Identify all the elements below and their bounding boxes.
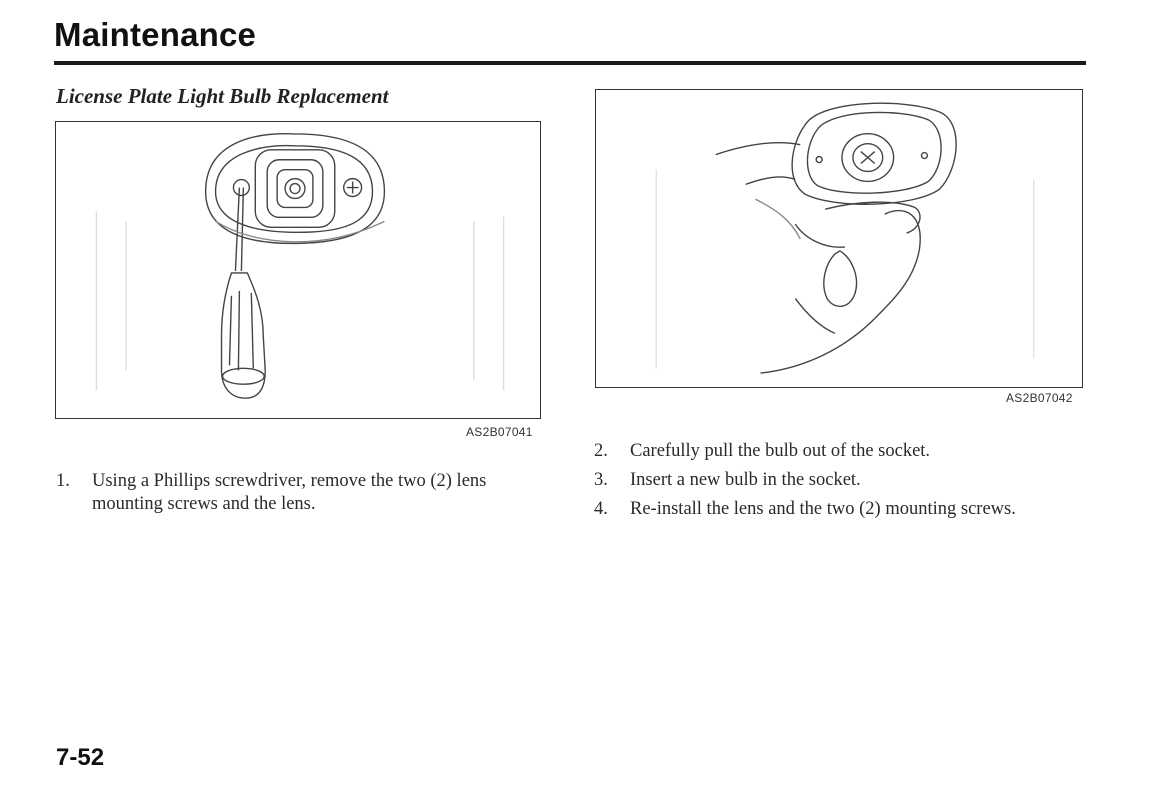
list-item bbox=[594, 498, 1064, 521]
step-text: Re-install the lens and the two (2) mounting screws. bbox=[630, 499, 1016, 519]
step-text: Carefully pull the bulb out of the socket. bbox=[630, 441, 931, 461]
figure-bulb-illustration bbox=[595, 89, 1083, 388]
screwdriver-lens-icon bbox=[56, 122, 540, 418]
step-text: Using a Phillips screwdriver, remove the two (2) lens mounting screws and the lens. bbox=[92, 471, 487, 514]
page-number: 7-52 bbox=[56, 744, 105, 771]
list-item bbox=[594, 469, 1064, 492]
hand-bulb-icon bbox=[596, 90, 1082, 387]
step-number: 3. bbox=[594, 470, 608, 490]
step-number: 4. bbox=[594, 499, 608, 519]
header-divider bbox=[54, 61, 1086, 65]
step-text: Insert a new bulb in the socket. bbox=[630, 470, 861, 490]
figure-code: AS2B07041 bbox=[466, 425, 533, 439]
step-number: 1. bbox=[56, 471, 70, 491]
section-title: License Plate Light Bulb Replacement bbox=[56, 84, 389, 108]
figure-screwdriver-illustration bbox=[55, 121, 541, 419]
page-title: Maintenance bbox=[54, 16, 257, 53]
step-number: 2. bbox=[594, 441, 608, 461]
instruction-list-left bbox=[56, 470, 536, 522]
figure-code: AS2B07042 bbox=[1006, 391, 1073, 405]
instruction-list-right bbox=[594, 440, 1064, 527]
list-item bbox=[594, 440, 1064, 463]
list-item bbox=[56, 470, 536, 516]
